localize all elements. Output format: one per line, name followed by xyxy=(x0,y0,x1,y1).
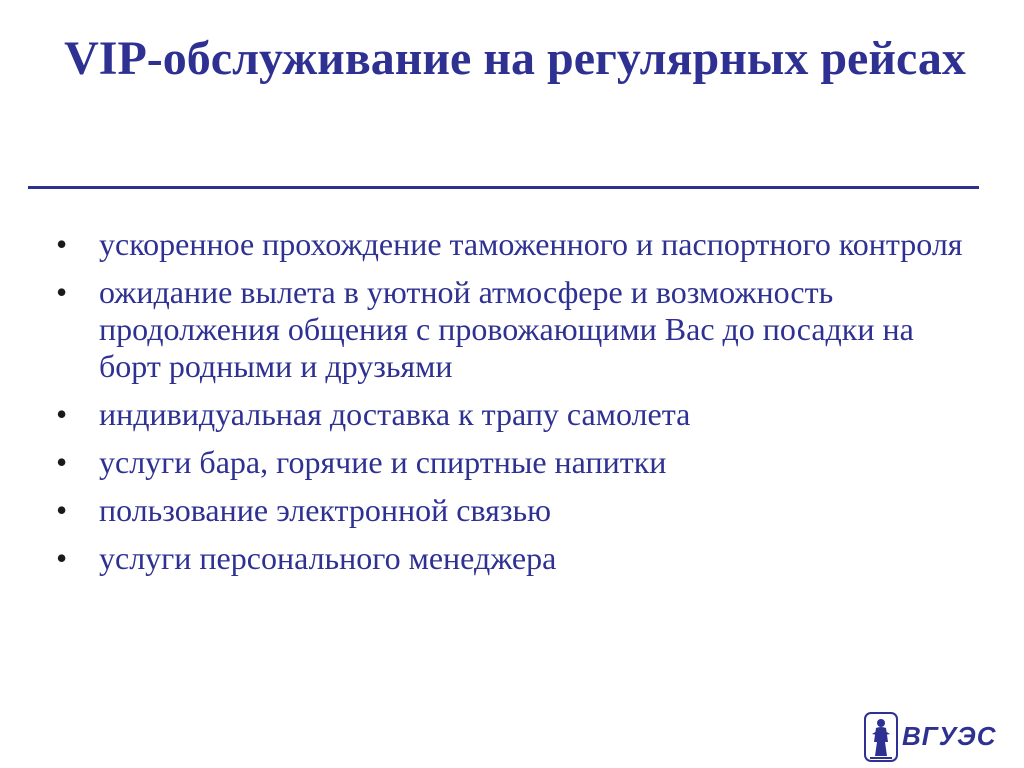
bullet-text: ожидание вылета в уютной атмосфере и возможность продолжения общения с провожающими Вас до посадки на борт родными и друзьями xyxy=(99,274,914,384)
bullet-text: индивидуальная доставка к трапу самолета xyxy=(99,396,691,432)
bullet-item xyxy=(56,444,976,481)
university-emblem-icon xyxy=(864,712,898,762)
bullet-text: услуги персонального менеджера xyxy=(99,540,557,576)
logo-text: ВГУЭС xyxy=(902,721,997,751)
title-divider xyxy=(28,186,979,189)
bullet-marker: • xyxy=(56,444,68,480)
bullet-text: ускоренное прохождение таможенного и паспортного контроля xyxy=(99,226,963,262)
bullet-text: услуги бара, горячие и спиртные напитки xyxy=(99,444,667,480)
slide-title: VIP-обслуживание на регулярных рейсах xyxy=(64,32,966,85)
bullet-marker: • xyxy=(56,226,68,262)
university-logo xyxy=(864,712,997,762)
bullet-item xyxy=(56,492,976,529)
bullet-list xyxy=(56,226,976,588)
bullet-marker: • xyxy=(56,396,68,432)
bullet-marker: • xyxy=(56,492,68,528)
bullet-marker: • xyxy=(56,274,68,310)
bullet-item xyxy=(56,274,976,385)
bullet-item xyxy=(56,396,976,433)
bullet-marker: • xyxy=(56,540,68,576)
bullet-text: пользование электронной связью xyxy=(99,492,552,528)
bullet-item xyxy=(56,540,976,577)
bullet-item xyxy=(56,226,976,263)
